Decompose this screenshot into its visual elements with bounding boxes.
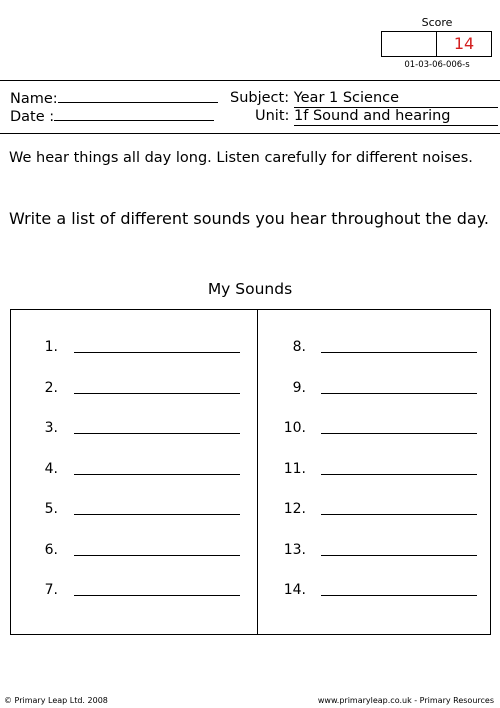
unit-label: Unit:: [255, 108, 290, 124]
item-number: 2.: [44, 379, 58, 396]
item-number: 12.: [283, 501, 306, 517]
instruction-line-1: We hear things all day long. Listen carefully for different noises.: [9, 150, 473, 166]
answer-line[interactable]: [74, 352, 240, 353]
date-blank: [54, 107, 214, 121]
subject-label: Subject:: [230, 90, 290, 106]
footer-copyright: © Primary Leap Ltd. 2008: [4, 696, 108, 705]
answer-line[interactable]: [74, 555, 240, 556]
item-number: 6.: [44, 541, 58, 558]
answer-line[interactable]: [321, 393, 477, 394]
unit-field: [255, 107, 498, 126]
answer-line[interactable]: [321, 352, 477, 353]
answer-line[interactable]: [74, 514, 240, 515]
item-number: 9.: [292, 379, 306, 396]
item-number: 8.: [292, 339, 306, 355]
answer-line[interactable]: [321, 555, 477, 556]
sounds-title: My Sounds: [207, 280, 293, 298]
answer-line[interactable]: [321, 595, 477, 596]
score-value: 14: [453, 34, 475, 53]
unit-value: 1f Sound and hearing: [294, 107, 498, 126]
score-empty-cell: [382, 32, 437, 56]
footer-website: www.primaryleap.co.uk - Primary Resources: [317, 696, 494, 705]
score-label: Score: [421, 16, 453, 29]
header-rule-bottom: [0, 133, 500, 134]
item-number: 14.: [283, 582, 306, 598]
item-number: 10.: [283, 420, 306, 436]
instruction-line-2: Write a list of different sounds you hear throughout the day.: [9, 209, 490, 228]
subject-value: Year 1 Science: [294, 89, 498, 108]
answer-line[interactable]: [321, 433, 477, 434]
item-number: 1.: [44, 339, 58, 355]
sounds-column-divider: [257, 309, 258, 635]
date-label: Date :: [10, 109, 55, 125]
item-number: 7.: [44, 582, 58, 598]
document-code: 01-03-06-006-s: [404, 60, 470, 70]
item-number: 11.: [283, 460, 306, 477]
answer-line[interactable]: [321, 514, 477, 515]
item-number: 5.: [44, 501, 58, 517]
answer-line[interactable]: [74, 595, 240, 596]
score-box: [381, 31, 492, 57]
item-number: 13.: [283, 541, 306, 558]
item-number: 3.: [44, 420, 58, 436]
answer-line[interactable]: [321, 474, 477, 475]
answer-line[interactable]: [74, 393, 240, 394]
subject-field: [230, 89, 498, 108]
answer-line[interactable]: [74, 474, 240, 475]
sounds-box: [10, 309, 491, 635]
name-blank: [58, 89, 218, 103]
name-label: Name:: [10, 91, 58, 107]
date-field: [10, 107, 214, 126]
header-rule-top: [0, 80, 500, 81]
name-field: [10, 89, 218, 108]
answer-line[interactable]: [74, 433, 240, 434]
item-number: 4.: [44, 460, 58, 477]
